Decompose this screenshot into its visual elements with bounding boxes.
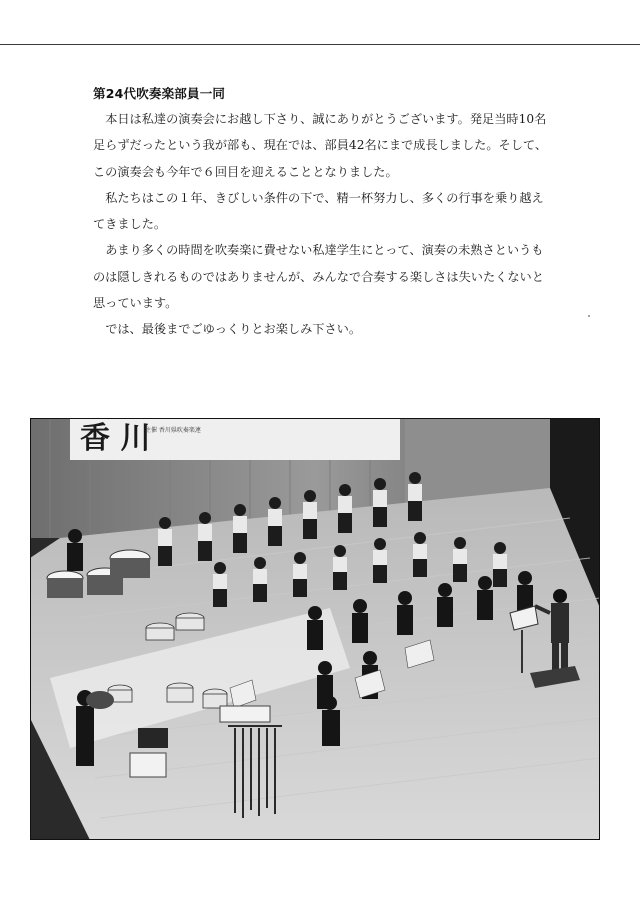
- band-concert-illustration: [30, 418, 600, 840]
- section-heading: 第24代吹奏楽部員一同: [93, 86, 226, 101]
- paragraph-greeting: 本日は私達の演奏会にお越し下さり、誠にありがとうございます。発足当時10名足らずだったという我が部も、現在では、部員42名にまで成長しました。そして、この演奏会も今年で６回目を迎えることとなりました。: [93, 112, 548, 179]
- banner-small-text: 主催 香川県吹奏楽連: [145, 427, 201, 434]
- paragraph-closing: では、最後までごゆっくりとお楽しみ下さい。: [105, 322, 362, 337]
- paragraph-enjoyment: あまり多くの時間を吹奏楽に費せない私達学生にとって、演奏の未熟さというものは隠しきれるものではありませんが、みんなで合奏する楽しさは失いたくないと思っています。: [93, 243, 544, 311]
- message-body: [93, 106, 553, 343]
- band-concert-photo: [30, 418, 600, 840]
- print-speck: [588, 315, 590, 317]
- top-rule: [0, 44, 640, 45]
- paragraph-effort: 私たちはこの１年、きびしい条件の下で、精一杯努力し、多くの行事を乗り越えてきました。: [93, 190, 544, 232]
- banner-large-text: 香 川: [80, 421, 151, 456]
